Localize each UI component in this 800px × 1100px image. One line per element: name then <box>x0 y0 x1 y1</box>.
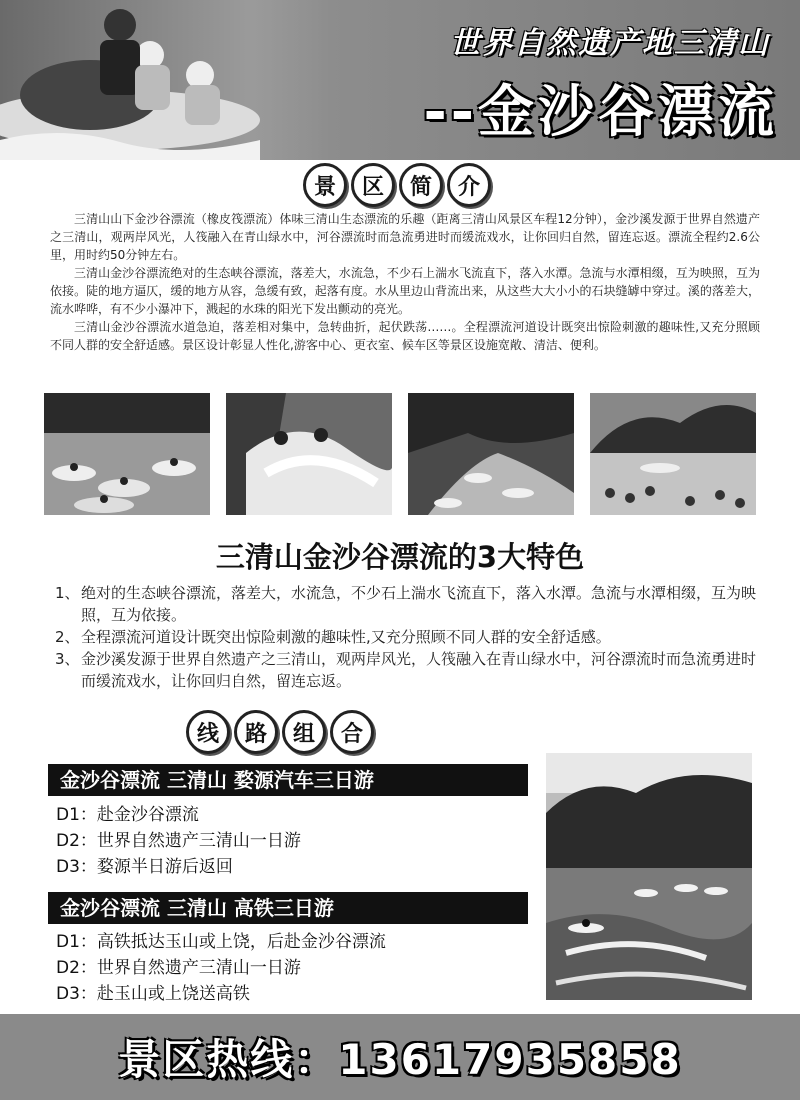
route-day: D1：赴金沙谷漂流 <box>56 805 199 825</box>
heading-char: 景 <box>303 163 347 207</box>
hotline-footer <box>0 1014 800 1100</box>
rafting-family-photo <box>0 0 330 160</box>
intro-heading <box>303 163 491 207</box>
features-title: 三清山金沙谷漂流的3大特色 <box>215 540 585 574</box>
route-day: D1：高铁抵达玉山或上饶，后赴金沙谷漂流 <box>56 932 386 952</box>
route-day: D2：世界自然遗产三清山一日游 <box>56 958 301 978</box>
feature-text: 金沙溪发源于世界自然遗产之三清山，观两岸风光，人筏融入在青山绿水中，河谷漂流时而急流勇进时而缓流戏水，让你回归自然，留连忘返。 <box>81 650 757 690</box>
river-gorge-photo <box>408 393 574 515</box>
hotline-text: 景区热线：13617935858 <box>118 1035 682 1084</box>
heading-char: 路 <box>234 710 278 754</box>
header-banner <box>0 0 800 160</box>
whitewater-splash-photo <box>226 393 392 515</box>
intro-paragraph: 三清山山下金沙谷漂流（橡皮筏漂流）体味三清山生态漂流的乐趣（距离三清山风景区车程12分钟），金沙溪发源于世界自然遗产之三清山，观两岸风光，人筏融入在青山绿水中，河谷漂流时而急流勇进时而缓流戏水，让你回归自然，留连忘返。漂流全程约2.6公里，用时约50分钟左右。 <box>50 212 760 262</box>
routes-heading <box>186 710 374 754</box>
header-subtitle: 世界自然遗产地三清山 <box>450 26 770 61</box>
heading-char: 区 <box>351 163 395 207</box>
intro-text <box>50 210 760 354</box>
route1-days <box>56 802 301 880</box>
rafts-on-lake-photo <box>44 393 210 515</box>
heading-char: 组 <box>282 710 326 754</box>
route-day: D3：赴玉山或上饶送高铁 <box>56 984 250 1004</box>
route1-title-bar: 金沙谷漂流 三清山 婺源汽车三日游 <box>48 764 528 796</box>
heading-char: 介 <box>447 163 491 207</box>
heading-char: 合 <box>330 710 374 754</box>
route2-title-bar: 金沙谷漂流 三清山 高铁三日游 <box>48 892 528 924</box>
rafting-river-photo <box>546 753 752 1000</box>
intro-paragraph: 三清山金沙谷漂流水道急迫，落差相对集中，急转曲折，起伏跌荡……。全程漂流河道设计既突出惊险刺激的趣味性,又充分照顾不同人群的安全舒适感。景区设计彰显人性化,游客中心、更衣室、候车区等景区设施宽敞、清洁、便利。 <box>50 320 760 352</box>
feature-number: 3、 <box>55 650 80 668</box>
feature-text: 全程漂流河道设计既突出惊险刺激的趣味性,又充分照顾不同人群的安全舒适感。 <box>81 628 611 646</box>
feature-number: 1、 <box>55 584 80 602</box>
feature-number: 2、 <box>55 628 80 646</box>
crowded-river-photo <box>590 393 756 515</box>
photo-strip <box>44 393 756 515</box>
feature-item <box>55 626 770 648</box>
route2-days <box>56 929 386 1007</box>
route-day: D2：世界自然遗产三清山一日游 <box>56 831 301 851</box>
feature-item <box>55 582 770 626</box>
heading-char: 线 <box>186 710 230 754</box>
heading-char: 简 <box>399 163 443 207</box>
header-title: --金沙谷漂流 <box>423 80 778 145</box>
intro-paragraph: 三清山金沙谷漂流绝对的生态峡谷漂流，落差大，水流急，不少石上湍水飞流直下，落入水潭。急流与水潭相缀，互为映照，互为依接。陡的地方逼仄，缓的地方从容，急缓有致，起落有度。水从里边山背流出来，从这些大大小小的石块缝罅中穿过。溪的落差大，流水哗哗，有不少小瀑冲下，溅起的水珠的阳光下发出颤动的亮光。 <box>50 266 760 316</box>
features-list <box>55 582 770 692</box>
feature-item <box>55 648 770 692</box>
feature-text: 绝对的生态峡谷漂流，落差大，水流急，不少石上湍水飞流直下，落入水潭。急流与水潭相缀，互为映照，互为依接。 <box>81 584 757 624</box>
route-day: D3：婺源半日游后返回 <box>56 857 233 877</box>
